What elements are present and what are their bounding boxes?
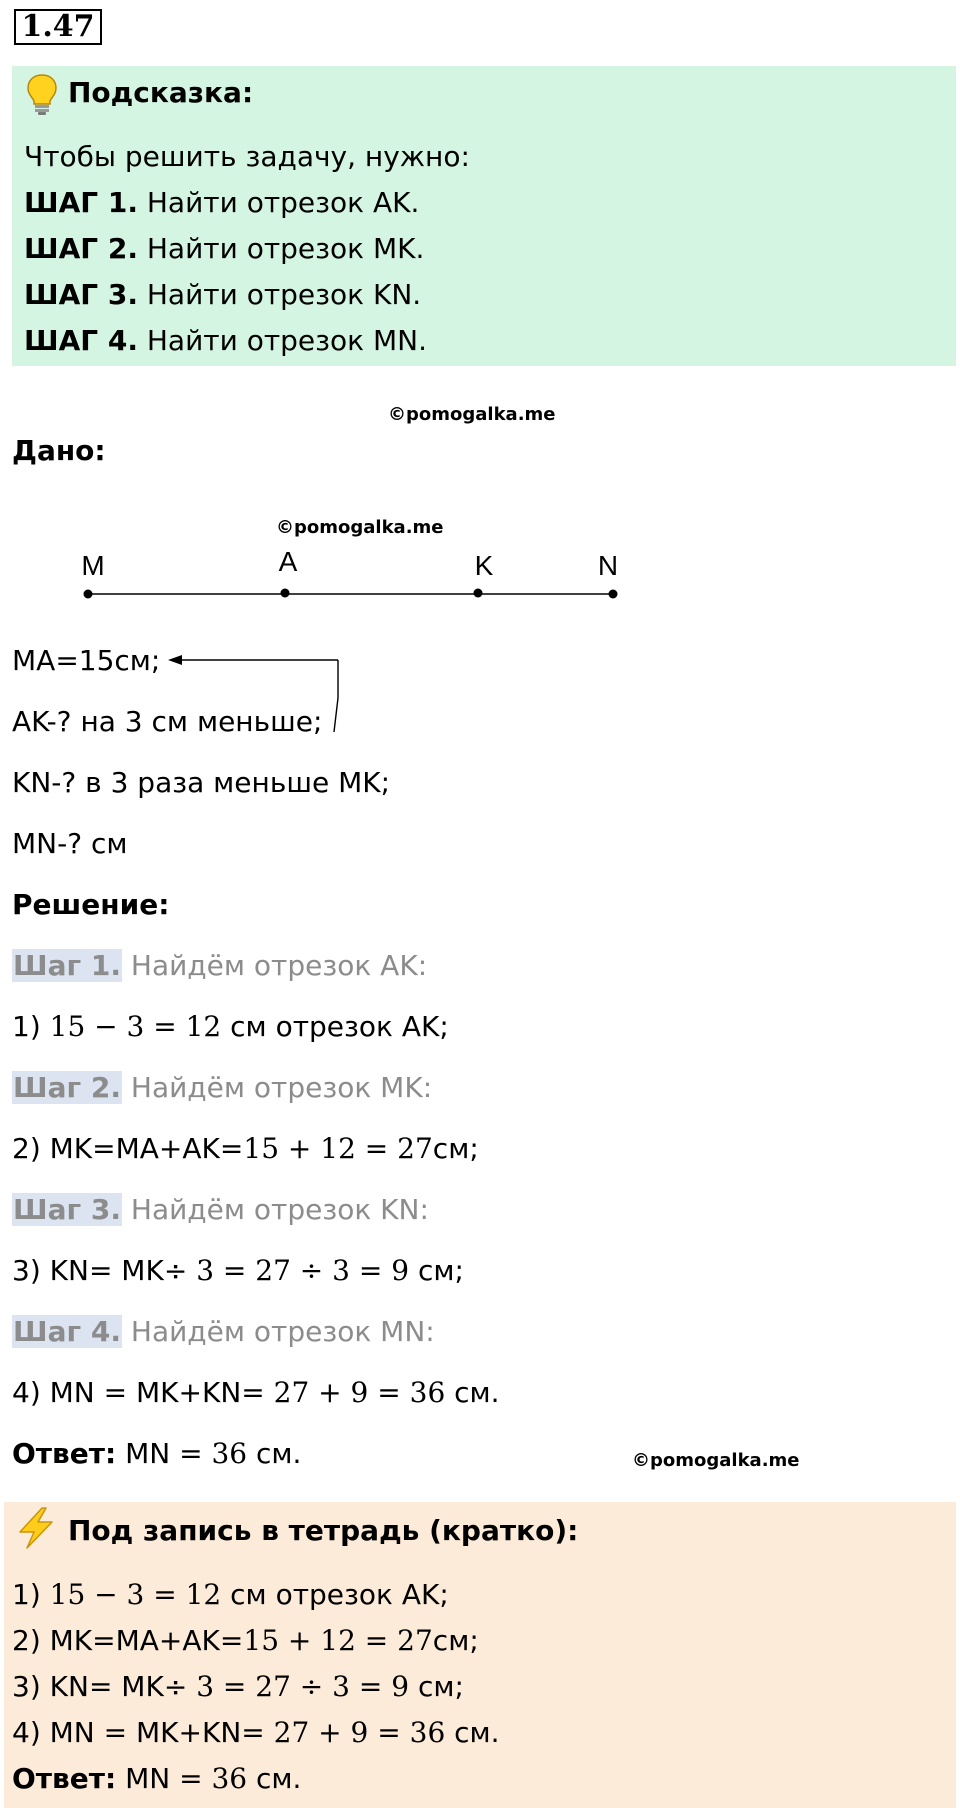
hint-step-text: Найти отрезок MN. [137,324,427,357]
answer-suffix: см. [247,1762,302,1795]
hint-step-text: Найти отрезок MK. [137,232,425,265]
hint-title: Подсказка: [68,76,254,109]
solution-step-label: Шаг 3. [13,1193,121,1226]
notebook-answer [12,1762,301,1795]
answer-label: Ответ: [12,1437,117,1470]
calc-prefix: 4) MN = MK+KN= [12,1376,274,1409]
hint-step [24,278,421,311]
calc-prefix: 1) [12,1010,50,1043]
lightning-icon [14,1506,58,1550]
hint-step-text: Найти отрезок AK. [137,186,420,219]
given-line: AK-? на 3 см меньше; [12,705,323,738]
calc-suffix: см; [432,1624,479,1657]
calc-suffix: см; [409,1254,464,1287]
solution-step-text: Найдём отрезок MK: [121,1071,433,1104]
lightbulb-icon [24,72,60,116]
point-label-a: A [278,546,298,577]
calc-suffix: см отрезок AK; [221,1578,449,1611]
notebook-calc [12,1716,500,1749]
solution-step [12,1315,435,1348]
solution-step-label: Шаг 4. [13,1315,121,1348]
solution-step-label: Шаг 1. [13,949,121,982]
solution-step-label: Шаг 2. [13,1071,121,1104]
calc-suffix: см отрезок AK; [221,1010,449,1043]
hint-step-label: ШАГ 3. [24,278,138,311]
watermark: ©pomogalka.me [388,404,556,425]
answer-prefix: MN [116,1437,180,1470]
point-label-n: N [597,550,619,581]
calc-math: 15 + 12 = 27 [243,1132,433,1165]
solution-title: Решение: [12,888,170,921]
hint-step-text: Найти отрезок KN. [137,278,422,311]
notebook-calc [12,1624,479,1657]
hint-step-label: ШАГ 1. [24,186,138,219]
point-k [474,589,483,598]
point-m [84,590,93,599]
hint-intro: Чтобы решить задачу, нужно: [24,140,470,173]
arrow-connector [160,650,350,740]
solution-step [12,1193,429,1226]
given-line: KN-? в 3 раза меньше MK; [12,766,391,799]
solution-step-text: Найдём отрезок KN: [121,1193,429,1226]
answer-prefix: MN [116,1762,180,1795]
calc-suffix: см; [409,1670,464,1703]
answer-label: Ответ: [12,1762,117,1795]
answer-math: = 36 [179,1437,248,1470]
calc-math: 3 = 27 ÷ 3 = 9 [196,1670,410,1703]
hint-step [24,186,419,219]
calc-prefix: 1) [12,1578,50,1611]
segment-diagram [60,545,640,615]
calc-suffix: см. [445,1376,500,1409]
notebook-calc [12,1578,449,1611]
given-line: MA=15см; [12,644,161,677]
point-n [609,590,618,599]
hint-step-label: ШАГ 2. [24,232,138,265]
solution-calc [12,1254,464,1287]
hint-step [24,232,424,265]
calc-prefix: 2) MK=MA+AK= [12,1132,244,1165]
point-label-m: M [81,550,105,581]
answer [12,1437,301,1470]
calc-suffix: см. [445,1716,500,1749]
calc-math: 15 − 3 = 12 [49,1578,222,1611]
solution-calc [12,1010,449,1043]
watermark: ©pomogalka.me [632,1450,800,1471]
calc-math: 15 − 3 = 12 [49,1010,222,1043]
calc-math: 27 + 9 = 36 [273,1376,446,1409]
point-a [281,589,290,598]
solution-step-text: Найдём отрезок MN: [121,1315,435,1348]
notebook-title: Под запись в тетрадь (кратко): [68,1514,579,1547]
hint-step [24,324,427,357]
given-title: Дано: [12,434,106,467]
calc-prefix: 3) KN= MK÷ [12,1670,197,1703]
solution-calc [12,1376,500,1409]
answer-math: = 36 [179,1762,248,1795]
calc-math: 15 + 12 = 27 [243,1624,433,1657]
solution-step [12,1071,432,1104]
calc-prefix: 4) MN = MK+KN= [12,1716,274,1749]
calc-prefix: 2) MK=MA+AK= [12,1624,244,1657]
calc-suffix: см; [432,1132,479,1165]
calc-math: 3 = 27 ÷ 3 = 9 [196,1254,410,1287]
watermark: ©pomogalka.me [276,517,444,538]
problem-number: 1.47 [14,9,102,45]
notebook-calc [12,1670,464,1703]
hint-step-label: ШАГ 4. [24,324,138,357]
calc-math: 27 + 9 = 36 [273,1716,446,1749]
point-label-k: K [474,550,494,581]
given-line: MN-? см [12,827,128,860]
solution-calc [12,1132,479,1165]
solution-step [12,949,427,982]
calc-prefix: 3) KN= MK÷ [12,1254,197,1287]
solution-step-text: Найдём отрезок AK: [121,949,428,982]
answer-suffix: см. [247,1437,302,1470]
